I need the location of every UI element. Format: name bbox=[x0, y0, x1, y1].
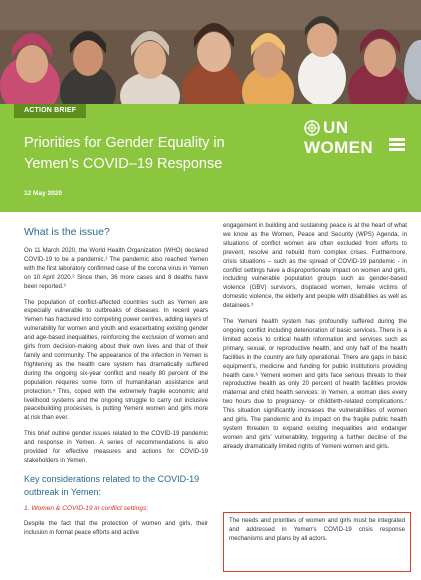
section-heading-issue: What is the issue? bbox=[24, 226, 110, 238]
paragraph: engagement in building and sustaining peace is at the heart of what we know as the Women, Peace and Security (WPS) Agenda, in situations of conflict women are often excluded from efforts to prevent, resolve and rebuild from complex crises. Furthermore, crisis situations – such as the spread of COVID-19 pandemic - in conflict settings have a disproportionate impact on women and girls, including vulnerable population groups such as gender-based violence (GBV) survivors, displaced women, female victims of domestic violence, the elderly and people with disabilities as well as detainees.⁵ bbox=[223, 222, 407, 310]
hero-photo bbox=[0, 0, 421, 104]
hero-photo-illustration bbox=[0, 0, 421, 104]
right-column bbox=[223, 222, 407, 459]
paragraph: Despite the fact that the protection of women and girls, their inclusion in formal peace efforts and active bbox=[24, 519, 208, 536]
callout-box: The needs and priorities of women and girls must be integrated and addressed in Yemen's COVID-19 crisis response mechanisms and plans by all actors. bbox=[223, 512, 411, 572]
section-heading-key-considerations: Key considerations related to the COVID-19 outbreak in Yemen: bbox=[24, 473, 200, 497]
paragraph: This brief outline gender issues related to the COVID-19 pandemic and response in Yemen. A series of recommendations is also provided for effective measures and actions for COVID-19 stakeholders in Yemen. bbox=[24, 430, 208, 464]
hero-figure-6 bbox=[298, 16, 346, 104]
page-title bbox=[24, 133, 294, 175]
logo-bars-icon bbox=[389, 138, 405, 156]
un-women-logo bbox=[304, 118, 408, 162]
page-title-line-1: Priorities for Gender Equality in bbox=[24, 135, 225, 151]
left-column bbox=[24, 226, 208, 545]
logo-un-text: UN bbox=[323, 118, 349, 137]
page-title-line-2: Yemen’s COVID–19 Response bbox=[24, 156, 223, 172]
un-women-logo-icon bbox=[304, 120, 320, 136]
publication-date: 12 May 2020 bbox=[24, 190, 62, 197]
action-brief-tag: ACTION BRIEF bbox=[14, 104, 86, 118]
paragraph: The Yemeni health system has profoundly suffered during the ongoing conflict including deterioration of basic services. There is a limited access to critical health information and services such as primary, sexual, or reproductive health, and only half of the health facilities in the country are fully operational. There are gaps in basic equipment's, medicine and funding for public institutions providing health care.⁶ Yemeni women and girls face serious threats to their reproductive health as only 20 percent of health facilities provide maternal and child health services: in Yemen, a woman dies every two hours due to pregnancy- or childbirth-related complications.⁷ This situation significantly increases the vulnerabilities of women and girls. The pandemic and its impact on the fragile public health system threaten to expand existing inequalities and endanger women and girls' vulnerability, triggering a further decline of the already dramatically limited rights of Yemeni women and girls. bbox=[223, 318, 407, 450]
subheading-women-covid: 1. Women & COVID-19 in conflict settings: bbox=[24, 504, 149, 512]
logo-women-text: WOMEN bbox=[304, 138, 374, 157]
paragraph: The population of conflict-affected countries such as Yemen are especially vulnerable to outbreaks of diseases. In recent years Yemen has fractured into competing power centres, adding layers of vulnerability for women and youth and exacerbating existing gender and age-based inequalities, reinforcing the exclusion of women and girls from decision-making about their own lives and that of their family and community. The appearance of the infection in Yemen is frightening as the health care system has dramatically suffered during the ongoing six-year conflict and nearly 80 percent of the population requires some form of humanitarian assistance and protection.⁴ This, coped with the extremely fragile economic and livelihood systems and the ongoing struggle to carry out inclusive peacebuilding processes, is putting Yemeni women and girls more at risk than ever. bbox=[24, 298, 208, 422]
paragraph: On 11 March 2020, the World Health Organization (WHO) declared COVID-19 to be a pandemic.¹ The pandemic also reached Yemen with the first laboratory confirmed case of the corona virus in Yemen on 10 April 2020.² Since then, 36 more cases and 8 deaths have been reported.³ bbox=[24, 247, 208, 290]
